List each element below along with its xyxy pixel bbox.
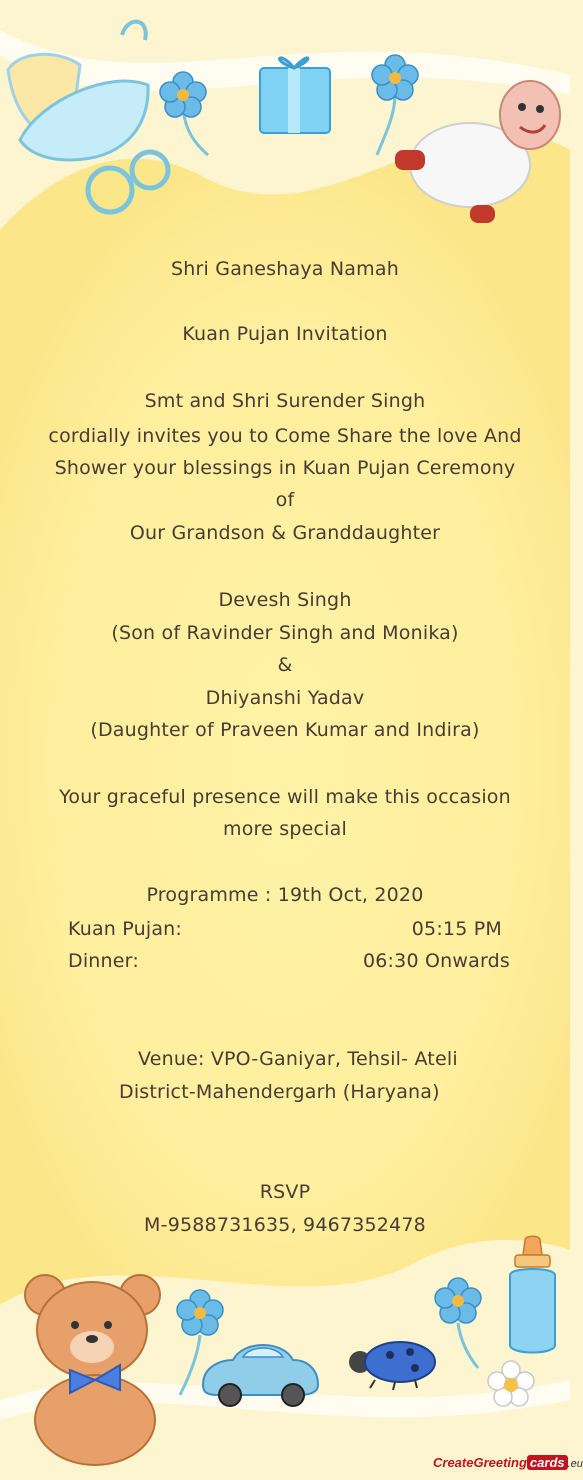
venue-district: District-Mahendergarh (Haryana) xyxy=(119,1081,440,1103)
programme-time: 05:15 PM xyxy=(411,918,502,940)
programme-label: Kuan Pujan: xyxy=(68,918,183,940)
grandson-name: Devesh Singh xyxy=(218,589,352,611)
rsvp-phones: M-9588731635, 9467352478 xyxy=(144,1214,426,1236)
grandson-parents: (Son of Ravinder Singh and Monika) xyxy=(111,622,459,644)
brand-text: CreateGreeting xyxy=(433,1455,527,1470)
invite-text-line: Shower your blessings in Kuan Pujan Ceremony xyxy=(54,457,516,479)
brand-domain: .eu xyxy=(567,1458,583,1470)
invite-text-line: cordially invites you to Come Share the love And xyxy=(48,425,522,447)
invite-text-line: of xyxy=(275,489,295,511)
closing-line: Your graceful presence will make this occasion xyxy=(59,786,511,808)
closing-line: more special xyxy=(223,818,347,840)
venue-line: Venue: VPO-Ganiyar, Tehsil- Ateli xyxy=(138,1048,458,1070)
granddaughter-parents: (Daughter of Praveen Kumar and Indira) xyxy=(90,719,480,741)
granddaughter-name: Dhiyanshi Yadav xyxy=(205,687,365,709)
invitation-title: Kuan Pujan Invitation xyxy=(182,323,388,345)
rsvp-label: RSVP xyxy=(259,1181,311,1203)
invite-text-line: Our Grandson & Granddaughter xyxy=(129,522,441,544)
brand-highlight: cards xyxy=(527,1455,568,1470)
programme-time: 06:30 Onwards xyxy=(362,950,510,972)
ampersand: & xyxy=(277,654,293,676)
host-names: Smt and Shri Surender Singh xyxy=(144,390,426,412)
programme-label: Dinner: xyxy=(68,950,139,972)
invocation-line: Shri Ganeshaya Namah xyxy=(171,258,399,280)
programme-date: Programme : 19th Oct, 2020 xyxy=(146,884,424,906)
watermark-logo xyxy=(433,1455,583,1470)
